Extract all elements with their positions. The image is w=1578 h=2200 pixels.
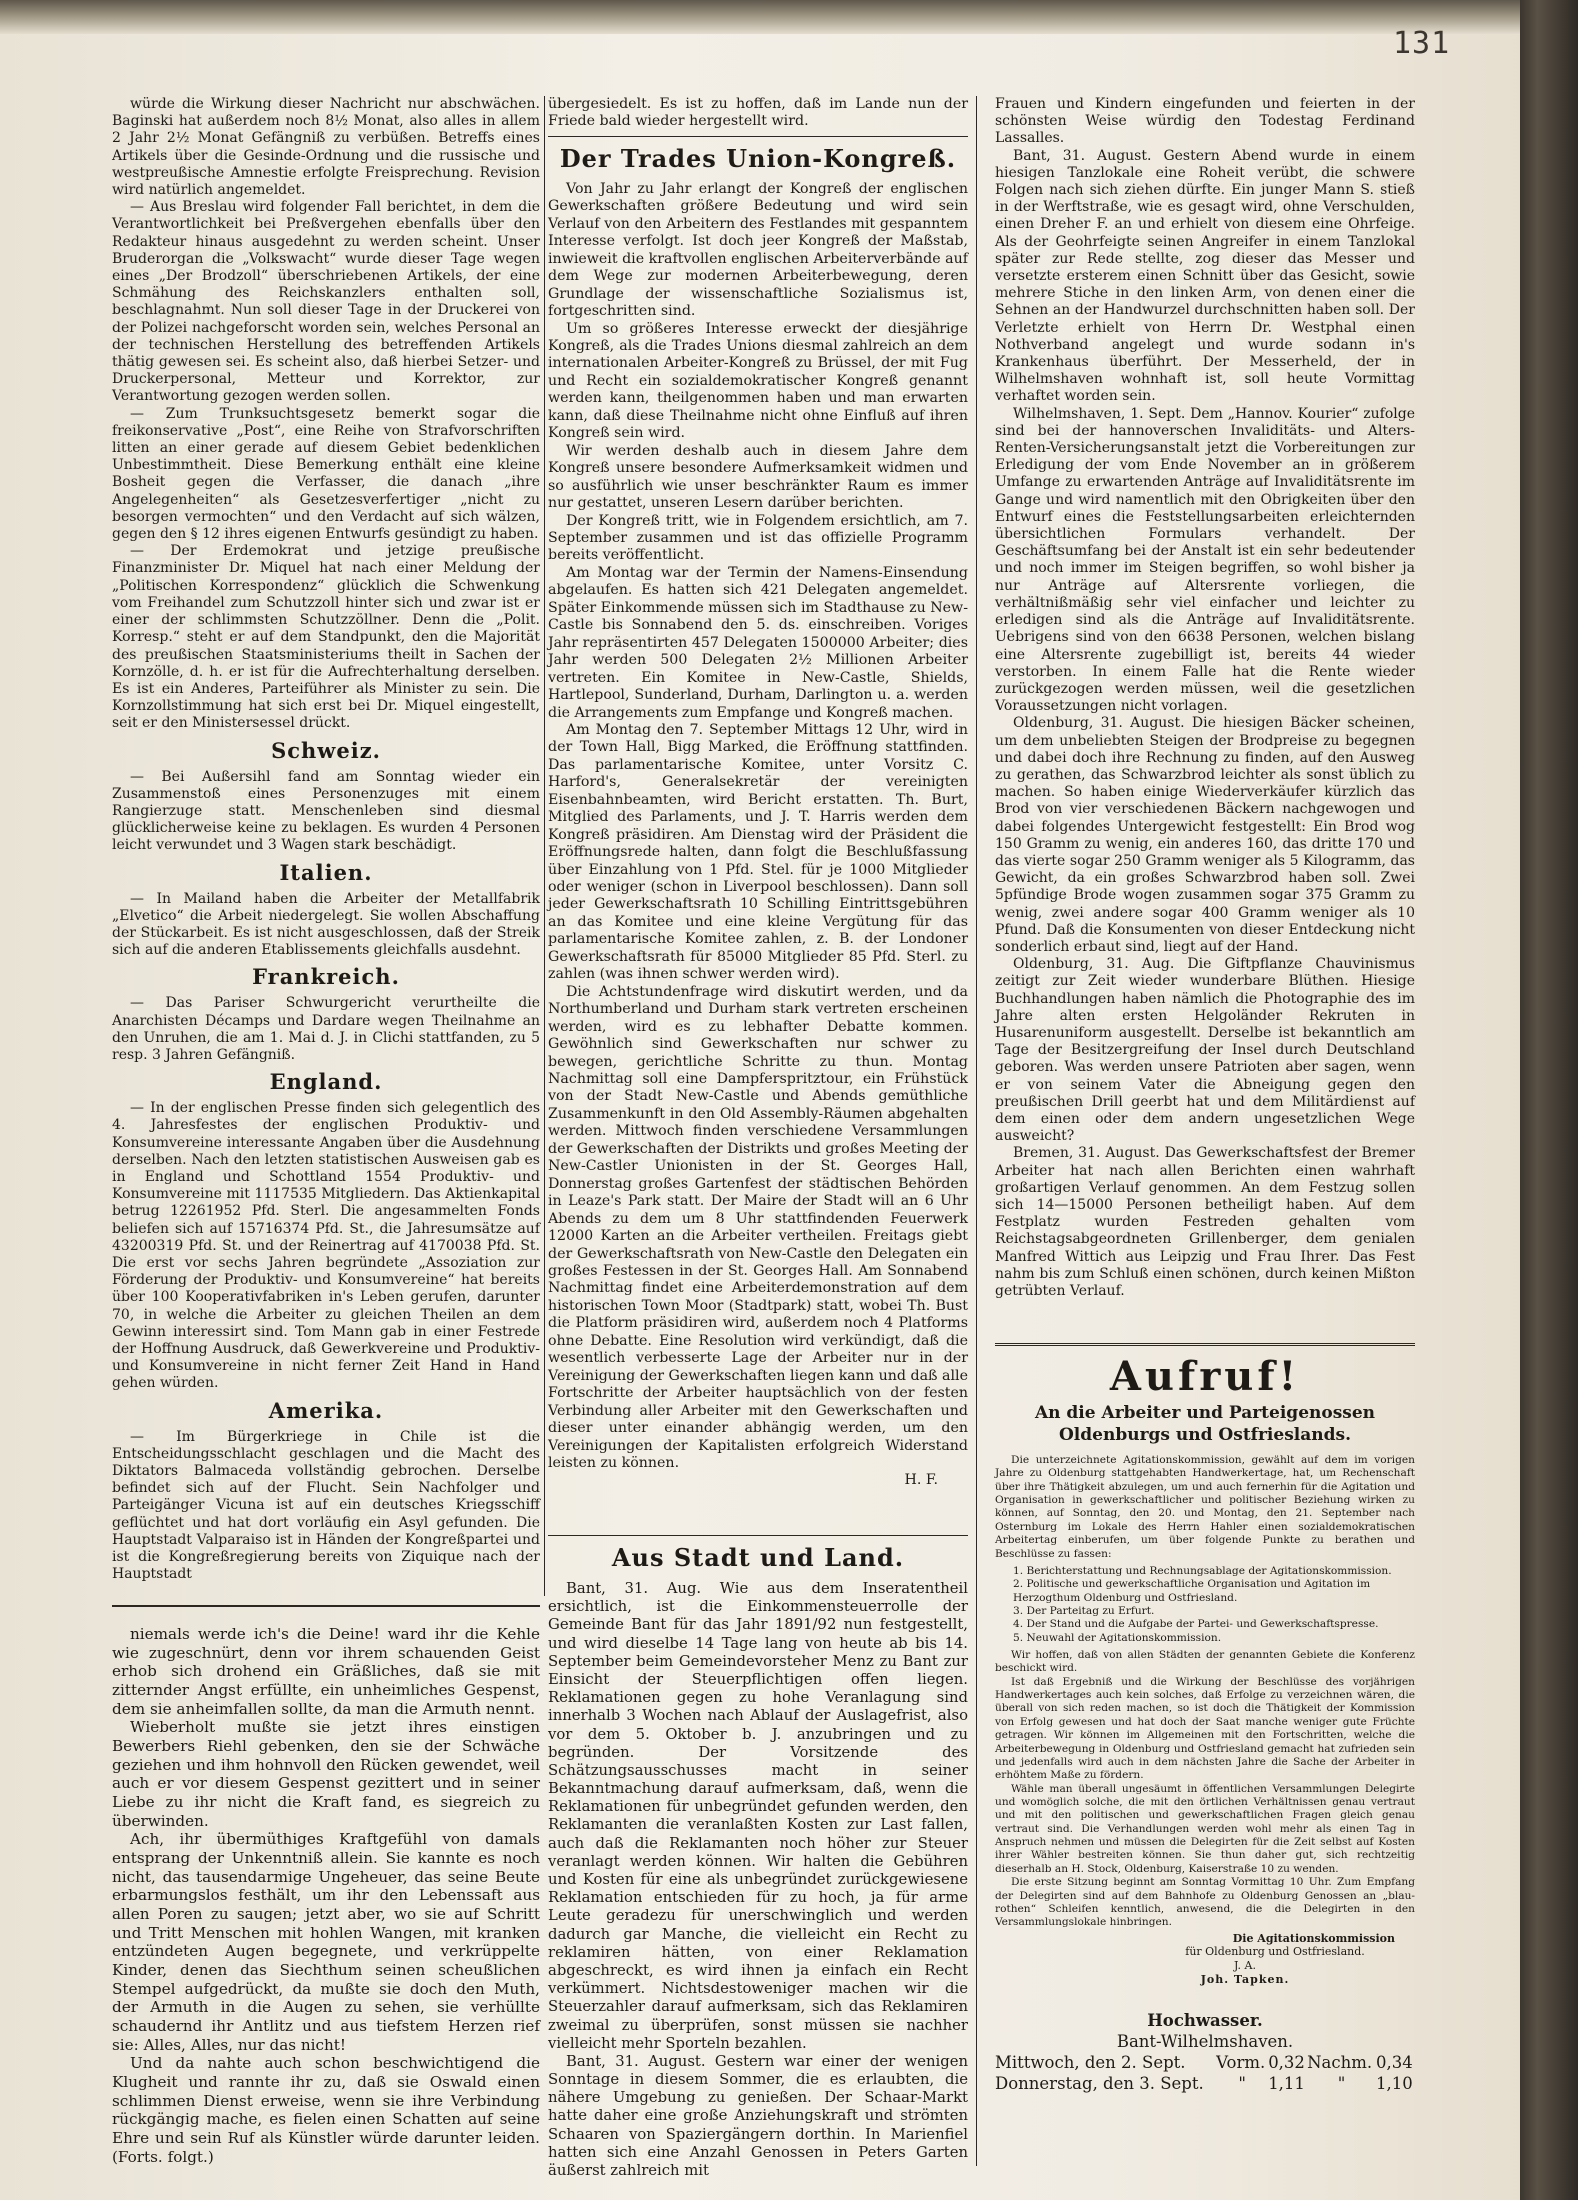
paragraph: Am Montag den 7. September Mittags 12 Uhr, wird in der Town Hall, Bigg Marked, die Eröffnung stattfinden. Das parlamentarische Komitee, unter Vorsitz C. Harford's, Generalsekretär der vereinigten Eisenbahnbeamten, wird Bericht erstatten. Th. Burt, Mitglied des Parlaments, und J. T. Harris werden dem Kongreß präsidiren. Am Dienstag wird der Präsident die Eröffnungsrede halten, dann folgt die Beschlußfassung über Einzahlung von 1 Pfd. Stel. für je 1000 Mitglieder oder weniger (schon in Liverpool beschlossen). Dann soll jeder Gewerkschaftsrath 10 Schilling Eintrittsgebühren an das Komitee und eine kleine Vergütung für das parlamentarische Komitee zahlen, z. B. der Londoner Gewerkschaftsrath für 85000 Mitglieder 85 Pfd. Sterl. zu zahlen (was ihnen schwer werden wird). xyxy=(548,721,968,983)
column-2-lower xyxy=(548,1535,968,2180)
agenda-item: 2. Politische und gewerkschaftliche Organisation und Agitation im Herzogthum Oldenburg und Ostfriesland. xyxy=(1013,1578,1371,1604)
agenda-item: 3. Der Parteitag zu Erfurt. xyxy=(1013,1604,1155,1617)
paragraph: Bant, 31. Aug. Wie aus dem Inseratentheil ersichtlich, ist die Einkommensteuerrolle der Gemeinde Bant für das Jahr 1891/92 nun festgestellt, und wird dieselbe 14 Tage lang von heute ab bis 14. September beim Gemeindevorsteher Menz zu Bant zur Einsicht der Steuerpflichtigen offen liegen. Reklamationen gegen zu hohe Veranlagung sind innerhalb 3 Wochen nach Ablauf der Auslagefrist, also vor dem 5. Oktober b. J. anzubringen und zu begründen. Der Vorsitzende des Schätzungsausschusses macht in seiner Bekanntmachung darauf aufmerksam, daß, wenn die Reklamationen für unbegründet gefunden werden, den Reklamanten die veranlaßten Kosten zur Last fallen, auch daß die Reklamanten noch höher zur Steuer veranlagt werden können. Wir halten die Gebühren und Kosten für eine als unbegründet zurückgewiesene Reklamation entschieden für zu hoch, ja für arme Leute geradezu für unerschwinglich und werden dadurch gar Manche, die vielleicht ein Recht zu reklamiren hätten, von einer Reklamation abgeschreckt, es wird ihnen ja einfach ein Recht verkümmert. Nichtsdestoweniger machen wir die Steuerzahler darauf aufmerksam, sich das Reklamiren zweimal zu überprüfen, sonst müssen sie nachher vielleicht mehr Sporteln bezahlen. xyxy=(548,1580,968,2052)
tide-nachm-label: " xyxy=(1337,2074,1346,2093)
notice-text xyxy=(995,1649,1415,1930)
paragraph: Bant, 31. August. Gestern war einer der wenigen Sonntage in diesem Sommer, die es erlaubten, die nähere Umgebung zu genießen. Der Schaar-Markt hatte daher eine große Anziehungskraft und strömten Schaaren von Spaziergängern dorthin. In Marienfiel hatten sich eine Anzahl Genossen in Peters Garten äußerst zahlreich mit xyxy=(548,2052,968,2179)
tide-title: Hochwasser. xyxy=(1147,2011,1263,2030)
page-number: 131 xyxy=(1393,26,1451,61)
tide-vorm-value: 0,32 xyxy=(1268,2053,1305,2072)
paragraph: Der Kongreß tritt, wie in Folgendem ersichtlich, am 7. September zusammen und ist das offizielle Programm bereits veröffentlicht. xyxy=(548,512,968,564)
tide-day: Mittwoch, den 2. Sept. xyxy=(995,2053,1186,2072)
paragraph: Ist daß Ergebniß und die Wirkung der Beschlüsse des vorjährigen Handwerkertages auch kein solches, daß Erfolge zu verzeichnen wären, die überall von sich reden machen, so ist doch die Thätigkeit der Kommission von Erfolg gewesen und hat doch der Saat manche weniger gute Früchte getragen. Wir können im Allgemeinen mit den Fortschritten, welche die Arbeiterbewegung in Oldenburg und Ostfriesland gemacht hat zufrieden sein und jedenfalls wird auch in dem nächsten Jahre die Sache der Arbeiter in erhöhtem Maße zu fördern. xyxy=(995,1675,1415,1782)
tide-nachm-value: 0,34 xyxy=(1376,2053,1413,2072)
paragraph: Die erste Sitzung beginnt am Sonntag Vormittag 10 Uhr. Zum Empfang der Delegirten sind auf dem Bahnhofe zu Oldenburg Genossen an „blau-rothen“ Schleifen kenntlich, anwesend, die die Delegirten in den Versammlungslokale hinbringen. xyxy=(995,1876,1415,1929)
column-rule xyxy=(976,96,977,2166)
notice-title: Aufruf! xyxy=(1109,1353,1301,1400)
column-rule xyxy=(544,96,545,1596)
aufruf-notice xyxy=(995,1343,1415,1994)
binding-spine xyxy=(1520,0,1578,2200)
notice-signature-region: für Oldenburg und Ostfriesland. xyxy=(1185,1945,1365,1959)
tide-table xyxy=(995,2010,1415,2094)
column-3 xyxy=(995,96,1415,1300)
notice-signature: Die Agitationskommission xyxy=(1232,1931,1395,1945)
feuilleton-rule xyxy=(112,1605,540,1607)
column-2 xyxy=(548,96,968,1490)
table-row xyxy=(995,2073,1415,2094)
tide-nachm-label: Nachm. xyxy=(1307,2053,1373,2072)
paragraph: Wähle man überall ungesäumt in öffentlichen Versammlungen Delegirte und womöglich solche, die mit den örtlichen Verhältnissen genau vertraut und mit den politischen und gewerkschaftlichen Fragen gleich genau vertraut sind. Die Verhandlungen werden wohl mehr als einen Tag in Anspruch nehmen und müssen die Delegirten für die Zeit selbst auf Kosten ihrer Wähler bestreiten können. Sie thun daher gut, sich rechtzeitig dieserhalb an H. Stock, Oldenburg, Kaiserstraße 10 zu wenden. xyxy=(995,1782,1415,1875)
paragraph: Wilhelmshaven, 1. Sept. Dem „Hannov. Kourier“ zufolge sind bei der hannoverschen Invaliditäts- und Alters-Renten-Versicherungsanstalt jetzt die Vorbereitungen zur Erledigung der vom Ende November an in größerem Umfange zu erwartenden Anträge auf Invaliditätsrente im Gange und wird namentlich mit den Obrigkeiten über den Entwurf eines die Feststellungsarbeiten erleichternden übersichtlichen Formulars verhandelt. Der Geschäftsumfang bei der Anstalt ist ein sehr bedeutender und noch immer im Steigen begriffen, so wohl bisher ja nur Anträge auf Altersrente vorliegen, die verhältnißmäßig sehr viel einfacher und leichter zu erledigen sind als die Anträge auf Invaliditätsrente. Uebrigens sind von den 6638 Personen, welchen bislang eine Altersrente zugebilligt ist, bereits 44 wieder verstorben. In einem Falle hat die Rente wieder zurückgezogen werden müssen, weil die gesetzlichen Voraussetzungen nicht vorlagen. xyxy=(995,405,1415,715)
paragraph: Bant, 31. August. Gestern Abend wurde in einem hiesigen Tanzlokale eine Roheit verübt, die schwere Folgen nach sich ziehen dürfte. Ein junger Mann S. stieß in der Werftstraße, wie es gesagt wird, ohne Verschulden, einen Dreher F. an und erhielt von diesem eine Ohrfeige. Als der Geohrfeigte seinen Angreifer in einem Tanzlokal später zur Rede stellte, zog dieser das Messer und versetzte ersterem einen Schnitt über das Gesicht, sowie mehrere Stiche in den linken Arm, von denen einer die Sehnen an der Handwurzel durchschnitten haben soll. Der Verletzte erhielt von Herrn Dr. Westphal einen Nothverband angelegt und wurde sodann in's Krankenhaus überführt. Der Messerheld, der in Wilhelmshaven wohnhaft ist, soll heute Vormittag verhaftet worden sein. xyxy=(995,147,1415,405)
paragraph: Oldenburg, 31. Aug. Die Giftpflanze Chauvinismus zeitigt zur Zeit wieder wunderbare Blüthen. Hiesige Buchhandlungen haben nämlich die Photographie des im Jahre alten ersten Helgoländer Rekruten in Husarenuniform ausgestellt. Derselbe ist bekanntlich am Tage der Besitzergreifung der Insel durch Deutschland geboren. Was werden unsere Patrioten aber sagen, wenn er von seinem Vater die Abneigung gegen den preußischen Drill geerbt hat und dem Militärdienst auf dem einen oder dem andern ungesetzlichen Wege ausweicht? xyxy=(995,956,1415,1145)
paragraph: — Bei Außersihl fand am Sonntag wieder ein Zusammenstoß eines Personenzuges mit einem Rangierzuge statt. Menschenleben sind diesmal glücklicherweise keine zu beklagen. Es wurden 4 Personen leicht verwundet und 3 Wagen stark beschädigt. xyxy=(112,768,540,854)
agenda-list xyxy=(1013,1565,1415,1645)
tide-vorm-label: " xyxy=(1238,2074,1246,2093)
tide-vorm-label: Vorm. xyxy=(1216,2053,1266,2072)
paragraph: Ach, ihr übermüthiges Kraftgefühl von damals entsprang der Unkenntniß allein. Sie kannte es noch nicht, das tausendarmige Ungeheuer, das seine Beute erbarmungslos festhält, um ihr den Lebenssaft aus allen Poren zu saugen; jetzt aber, wo sie auf Schritt und Tritt Menschen mit hohlen Wangen, mit kranken entzündeten Augen begegnete, und verkrüppelte Kinder, denen das Siechthum seinen scheußlichen Stempel aufgedrückt, da mußte sie doch den Muth, der Armuth in die Augen zu sehen, sie verhüllte schaudernd ihr Antlitz und aus tiefstem Herzen rief sie: Alles, Alles, nur das nicht! xyxy=(112,1830,540,2054)
section-heading: Amerika. xyxy=(268,1397,384,1423)
notice-signature-ia: J. A. xyxy=(1234,1959,1256,1973)
paragraph: Von Jahr zu Jahr erlangt der Kongreß der englischen Gewerkschaften größere Bedeutung und wird sein Verlauf von den Arbeitern des Festlandes mit gespanntem Interesse verfolgt. Ist doch jeer Kongreß der Maßstab, inwieweit die kraftvollen englischen Arbeiterverbände auf dem Wege zur modernen Arbeiterbewegung, deren Grundlage der wissenschaftliche Sozialismus ist, fortgeschritten sind. xyxy=(548,180,968,320)
paragraph: — Das Pariser Schwurgericht verurtheilte die Anarchisten Décamps und Dardare wegen Theilnahme an den Unruhen, die am 1. Mai d. J. in Clichi stattfanden, zu 5 resp. 3 Jahren Gefängniß. xyxy=(112,995,540,1063)
section-heading: Frankreich. xyxy=(252,964,400,990)
paragraph: Bremen, 31. August. Das Gewerkschaftsfest der Bremer Arbeiter hat nach allen Berichten einen wahrhaft großartigen Verlauf genommen. An dem Festzug sollen sich 14—15000 Personen betheiligt haben. Auf dem Festplatz wurden Festreden gehalten vom Reichstagsabgeordneten Grillenberger, dem genialen Manfred Wittich aus Leipzig und Frau Ihrer. Das Fest nahm bis zum Schluß einen schönen, durch keinen Mißton getrübten Verlauf. xyxy=(995,1145,1415,1300)
paragraph: Wir werden deshalb auch in diesem Jahre dem Kongreß unsere besondere Aufmerksamkeit widmen und so ausführlich wie unser beschränkter Raum es immer nur gestattet, unseren Lesern darüber berichten. xyxy=(548,442,968,512)
paragraph: Und da nahte auch schon beschwichtigend die Klugheit und rannte ihr zu, daß sie Oswald einen schlimmen Dienst erweise, wenn sie ihre Verbindung rückgängig mache, es fielen einen Schatten auf seine Ehre und sein Ruf als Künstler würde darunter leiden. (Forts. folgt.) xyxy=(112,2054,540,2166)
tide-nachm-value: 1,10 xyxy=(1376,2074,1413,2093)
notice-intro: Die unterzeichnete Agitationskommission, gewählt auf dem im vorigen Jahre zu Oldenburg stattgehabten Handwerkertage, hat, um Rechenschaft über ihre Thätigkeit abzulegen, um und auch fernerhin für die Agitation und Organisation in gewerkschaftlicher und politischer Beziehung wirken zu können, auf Sonntag, den 20. und Montag, den 21. September nach Osternburg im Lokale des Herrn Hahler einen sozialdemokratischen Arbeitertag einberufen, um über folgende Punkte zu berathen und Beschlüsse zu fassen: xyxy=(995,1454,1415,1560)
divider xyxy=(548,1535,968,1536)
paragraph: niemals werde ich's die Deine! ward ihr die Kehle wie zugeschnürt, denn vor ihrem schauenden Geist erhob sich drohend ein Gräßliches, daß sie mit zitternder Angst erfüllte, ein unheimliches Gespenst, dem sie anheimfallen sollte, da man die Armuth nennt. xyxy=(112,1625,540,1718)
paragraph: Um so größeres Interesse erweckt der diesjährige Kongreß, als die Trades Unions diesmal zahlreich an dem internationalen Arbeiter-Kongreß zu Brüssel, der mit Fug und Recht ein sozialdemokratischer Kongreß genannt werden kann, theilgenommen haben und man erwarten kann, daß diese Theilnahme nicht ohne Einfluß auf ihren Kongreß sein wird. xyxy=(548,320,968,442)
paragraph: Frauen und Kindern eingefunden und feierten in der schönsten Weise würdig den Todestag Ferdinand Lassalles. xyxy=(995,96,1415,147)
paragraph: — In Mailand haben die Arbeiter der Metallfabrik „Elvetico“ die Arbeit niedergelegt. Sie wollen Abschaffung der Stückarbeit. Es ist nicht ausgeschlossen, daß der Streik sich auf die anderen Etablissements gleichfalls ausdehnt. xyxy=(112,890,540,959)
author-signature: H. F. xyxy=(904,1472,938,1489)
paragraph: Die Achtstundenfrage wird diskutirt werden, und da Northumberland und Durham stark vertreten erscheinen werden, wird es zu lebhafter Debatte kommen. Gewöhnlich sind Gewerkschaften nur schwer zu bewegen, gerichtliche Schritte zu thun. Montag Nachmittag soll eine Dampferspritztour, ein Frühstück von der Stadt New-Castle und Abends gemüthliche Zusammenkunft in den Old Assembly-Räumen abgehalten werden. Mittwoch finden verschiedene Versammlungen der Gewerkschaften der Distrikts und großes Meeting der New-Castler Unionisten in der St. Georges Hall, Donnerstag großes Gartenfest der städtischen Behörden in Leaze's Park statt. Der Maire der Stadt will an 6 Uhr Abends zu dem um 8 Uhr stattfindenden Feuerwerk 12000 Karten an die Arbeiter vertheilen. Freitags giebt der Gewerkschaftsrath von New-Castle den Delegaten ein großes Festessen in der St. Georges Hall. Am Sonnabend Nachmittag findet eine Arbeiterdemonstration auf dem historischen Town Moor (Stadtpark) statt, wobei Th. Bust die Platform präsidiren wird, außerdem noch 4 Platforms ohne Debatte. Eine Resolution wird verkündigt, daß die wesentlich verbesserte Lage der Arbeiter nur in der Vereinigung der Gewerkschaften liegen kann und daß alle Fortschritte der Arbeiter hauptsächlich von der festen Verbindung aller Arbeiter mit den Gewerkschaften und dieser unter einander abhängig werden, um den Vereinigungen der Kapitalisten erfolgreich Widerstand leisten zu können. xyxy=(548,983,968,1471)
section-heading: Italien. xyxy=(279,859,373,885)
section-heading: Aus Stadt und Land. xyxy=(611,1543,905,1572)
agenda-item: 1. Berichterstattung und Rechnungsablage der Agitationskommission. xyxy=(1013,1564,1392,1577)
paragraph: — Aus Breslau wird folgender Fall berichtet, in dem die Verantwortlichkeit bei Preßvergehen ebenfalls über den Redakteur hinaus ausgedehnt zu werden scheint. Unser Bruderorgan die „Volkswacht“ wurde dieser Tage wegen eines „Der Brodzoll“ überschriebenen Artikels, der eine Schmähung des Reichskanzlers enthalten soll, beschlagnahmt. Nun soll dieser Tage in der Druckerei von der Polizei nachgeforscht worden sein, welches Personal an der technischen Herstellung des betreffenden Artikels thätig gewesen sei. Es scheint also, daß hierbei Setzer- und Druckerpersonal, Metteur und Korrektor, zur Verantwortung gezogen werden sollen. xyxy=(112,199,540,405)
page-top-edge xyxy=(0,0,1520,34)
paragraph: Wir hoffen, daß von allen Städten der genannten Gebiete die Konferenz beschickt wird. xyxy=(995,1649,1415,1675)
section-heading: Schweiz. xyxy=(271,737,381,763)
paragraph: — Der Erdemokrat und jetzige preußische Finanzminister Dr. Miquel hat nach einer Meldung der „Politischen Korrespondenz“ glücklich die Schwenkung vom Freihandel zum Schutzzoll hinter sich und zwar ist er einer der schlimmsten Schutzzöllner. Denn die „Polit. Korresp.“ steht er auf dem Standpunkt, den die Majorität des preußischen Staatsministeriums theilt in Sachen der Kornzölle, d. h. er ist für die Aufrechterhaltung derselben. Es ist ein Anderes, Parteiführer als Minister zu sein. Die Kornzollstimmung hat sich erst bei Dr. Miquel eingestellt, seit er den Ministersessel drückt. xyxy=(112,543,540,732)
tide-place: Bant-Wilhelmshaven. xyxy=(1116,2032,1294,2051)
tide-vorm-value: 1,11 xyxy=(1268,2074,1305,2093)
paragraph: Am Montag war der Termin der Namens-Einsendung abgelaufen. Es hatten sich 421 Delegaten angemeldet. Später Einkommende müssen sich im Stadthause zu New-Castle bis Sonnabend den 5. ds. einschreiben. Voriges Jahr repräsentirten 457 Delegaten 1500000 Arbeiter; dies Jahr werden 500 Delegaten 2½ Millionen Arbeiter vertreten. Ein Komitee in New-Castle, Shields, Hartlepool, Sunderland, Durham, Darlington u. a. werden die Arrangements zum Empfange und Kongreß machen. xyxy=(548,564,968,721)
feuilleton-column xyxy=(112,1625,540,2166)
section-heading: England. xyxy=(269,1069,383,1095)
paragraph: — In der englischen Presse finden sich gelegentlich des 4. Jahresfestes der englischen Produktiv- und Konsumvereine interessante Angaben über die Ausdehnung derselben. Nach den letzten statistischen Ausweisen gab es in England und Schottland 1554 Produktiv- und Konsumvereine mit 1117535 Mitgliedern. Das Aktienkapital betrug 12261952 Pfd. Sterl. Die angesammelten Fonds beliefen sich auf 15716374 Pfd. St., die Jahresumsätze auf 43200319 Pfd. St. und der Reinertrag auf 4170038 Pfd. St. Die erst vor sechs Jahren begründete „Assoziation zur Förderung der Produktiv- und Konsumvereine“ hat bereits über 100 Kooperativfabriken in's Leben gerufen, darunter 70, in welche die Arbeiter zu gleichen Theilen an dem Gewinn interessirt sind. Tom Mann gab in einer Festrede der Hoffnung Ausdruck, daß Gewerkvereine und Produktiv- und Konsumvereine in nicht ferner Zeit Hand in Hand gehen würden. xyxy=(112,1100,540,1392)
tide-day: Donnerstag, den 3. Sept. xyxy=(995,2074,1204,2093)
notice-signature-name: Joh. Tapken. xyxy=(1200,1973,1290,1987)
divider xyxy=(548,136,968,137)
agenda-item: 4. Der Stand und die Aufgabe der Partei- und Gewerkschaftspresse. xyxy=(1013,1618,1379,1631)
table-row xyxy=(995,2052,1415,2073)
column-1 xyxy=(112,96,540,1583)
paragraph: — Zum Trunksuchtsgesetz bemerkt sogar die freikonservative „Post“, eine Reihe von Strafvorschriften litten an einer gerade auf diesem Gebiet bedenklichen Unbestimmtheit. Diese Bemerkung enthält eine kleine Bosheit gegen die Verfasser, die danach „ihre Angelegenheiten“ als Gesetzesverfertiger „nicht zu besorgen vermochten“ und den Verdacht auf sich wälzen, gegen den § 12 ihres eigenen Entwurfs gesündigt zu haben. xyxy=(112,405,540,543)
agenda-item: 5. Neuwahl der Agitationskommission. xyxy=(1013,1631,1222,1644)
tide-rows xyxy=(995,2052,1415,2094)
notice-body xyxy=(995,1454,1415,1561)
paragraph: — Im Bürgerkriege in Chile ist die Entscheidungsschlacht geschlagen und die Macht des Diktators Balmaceda vollständig gebrochen. Derselbe befindet sich auf der Flucht. Sein Nachfolger und Parteigänger Vicuna ist auf ein deutsches Kriegsschiff geflüchtet und hat dort vorläufig ein Asyl gefunden. Die Hauptstadt Valparaiso ist in Händen der Kongreßpartei und ist die Kongreßregierung bereits von Ziquique nach der Hauptstadt xyxy=(112,1428,540,1583)
notice-subtitle: An die Arbeiter und Parteigenossen Oldenburgs und Ostfrieslands. xyxy=(1034,1403,1376,1445)
paragraph: übergesiedelt. Es ist zu hoffen, daß im Lande nun der Friede bald wieder hergestellt wird. xyxy=(548,96,968,130)
paragraph: Wieberholt mußte sie jetzt ihres einstigen Bewerbers Riehl gebenken, den sie der Schwäche geziehen und ihm hohnvoll den Rücken gewendet, weil auch er vor diesem Gespenst gezittert und in seiner Liebe zu ihr nicht die Kraft fand, es siegreich zu überwinden. xyxy=(112,1718,540,1830)
article-heading: Der Trades Union-Kongreß. xyxy=(559,143,957,173)
paragraph: würde die Wirkung dieser Nachricht nur abschwächen. Baginski hat außerdem noch 8½ Monat, also alles in allem 2 Jahr 2½ Monat Gefängniß zu verbüßen. Betreffs eines Artikels über die Gesinde-Ordnung und die russische und westpreußische Amnestie erfolgte Freisprechung. Revision wird natürlich angemeldet. xyxy=(112,96,540,199)
paragraph: Oldenburg, 31. August. Die hiesigen Bäcker scheinen, um dem unbeliebten Steigen der Brodpreise zu begegnen und dabei doch ihre Rechnung zu finden, auf den Ausweg zu gerathen, das Schwarzbrod leichter als sonst üblich zu machen. So haben einige Wiederverkäufer kürzlich das Brod von vier verschiedenen Bäckern nachgewogen und dabei folgendes Untergewicht festgestellt: Ein Brod wog 150 Gramm zu wenig, ein anderes 160, das dritte 170 und das vierte sogar 250 Gramm weniger als 5 Kilogramm, das Gewicht, da ein großes Schwarzbrod haben soll. Zwei 5pfündige Brode wogen zusammen sogar 375 Gramm zu wenig, zwei andere sogar 400 Gramm weniger als 10 Pfund. Daß die Konsumenten von dieser Entdeckung nicht sonderlich erbaut sind, liegt auf der Hand. xyxy=(995,715,1415,955)
